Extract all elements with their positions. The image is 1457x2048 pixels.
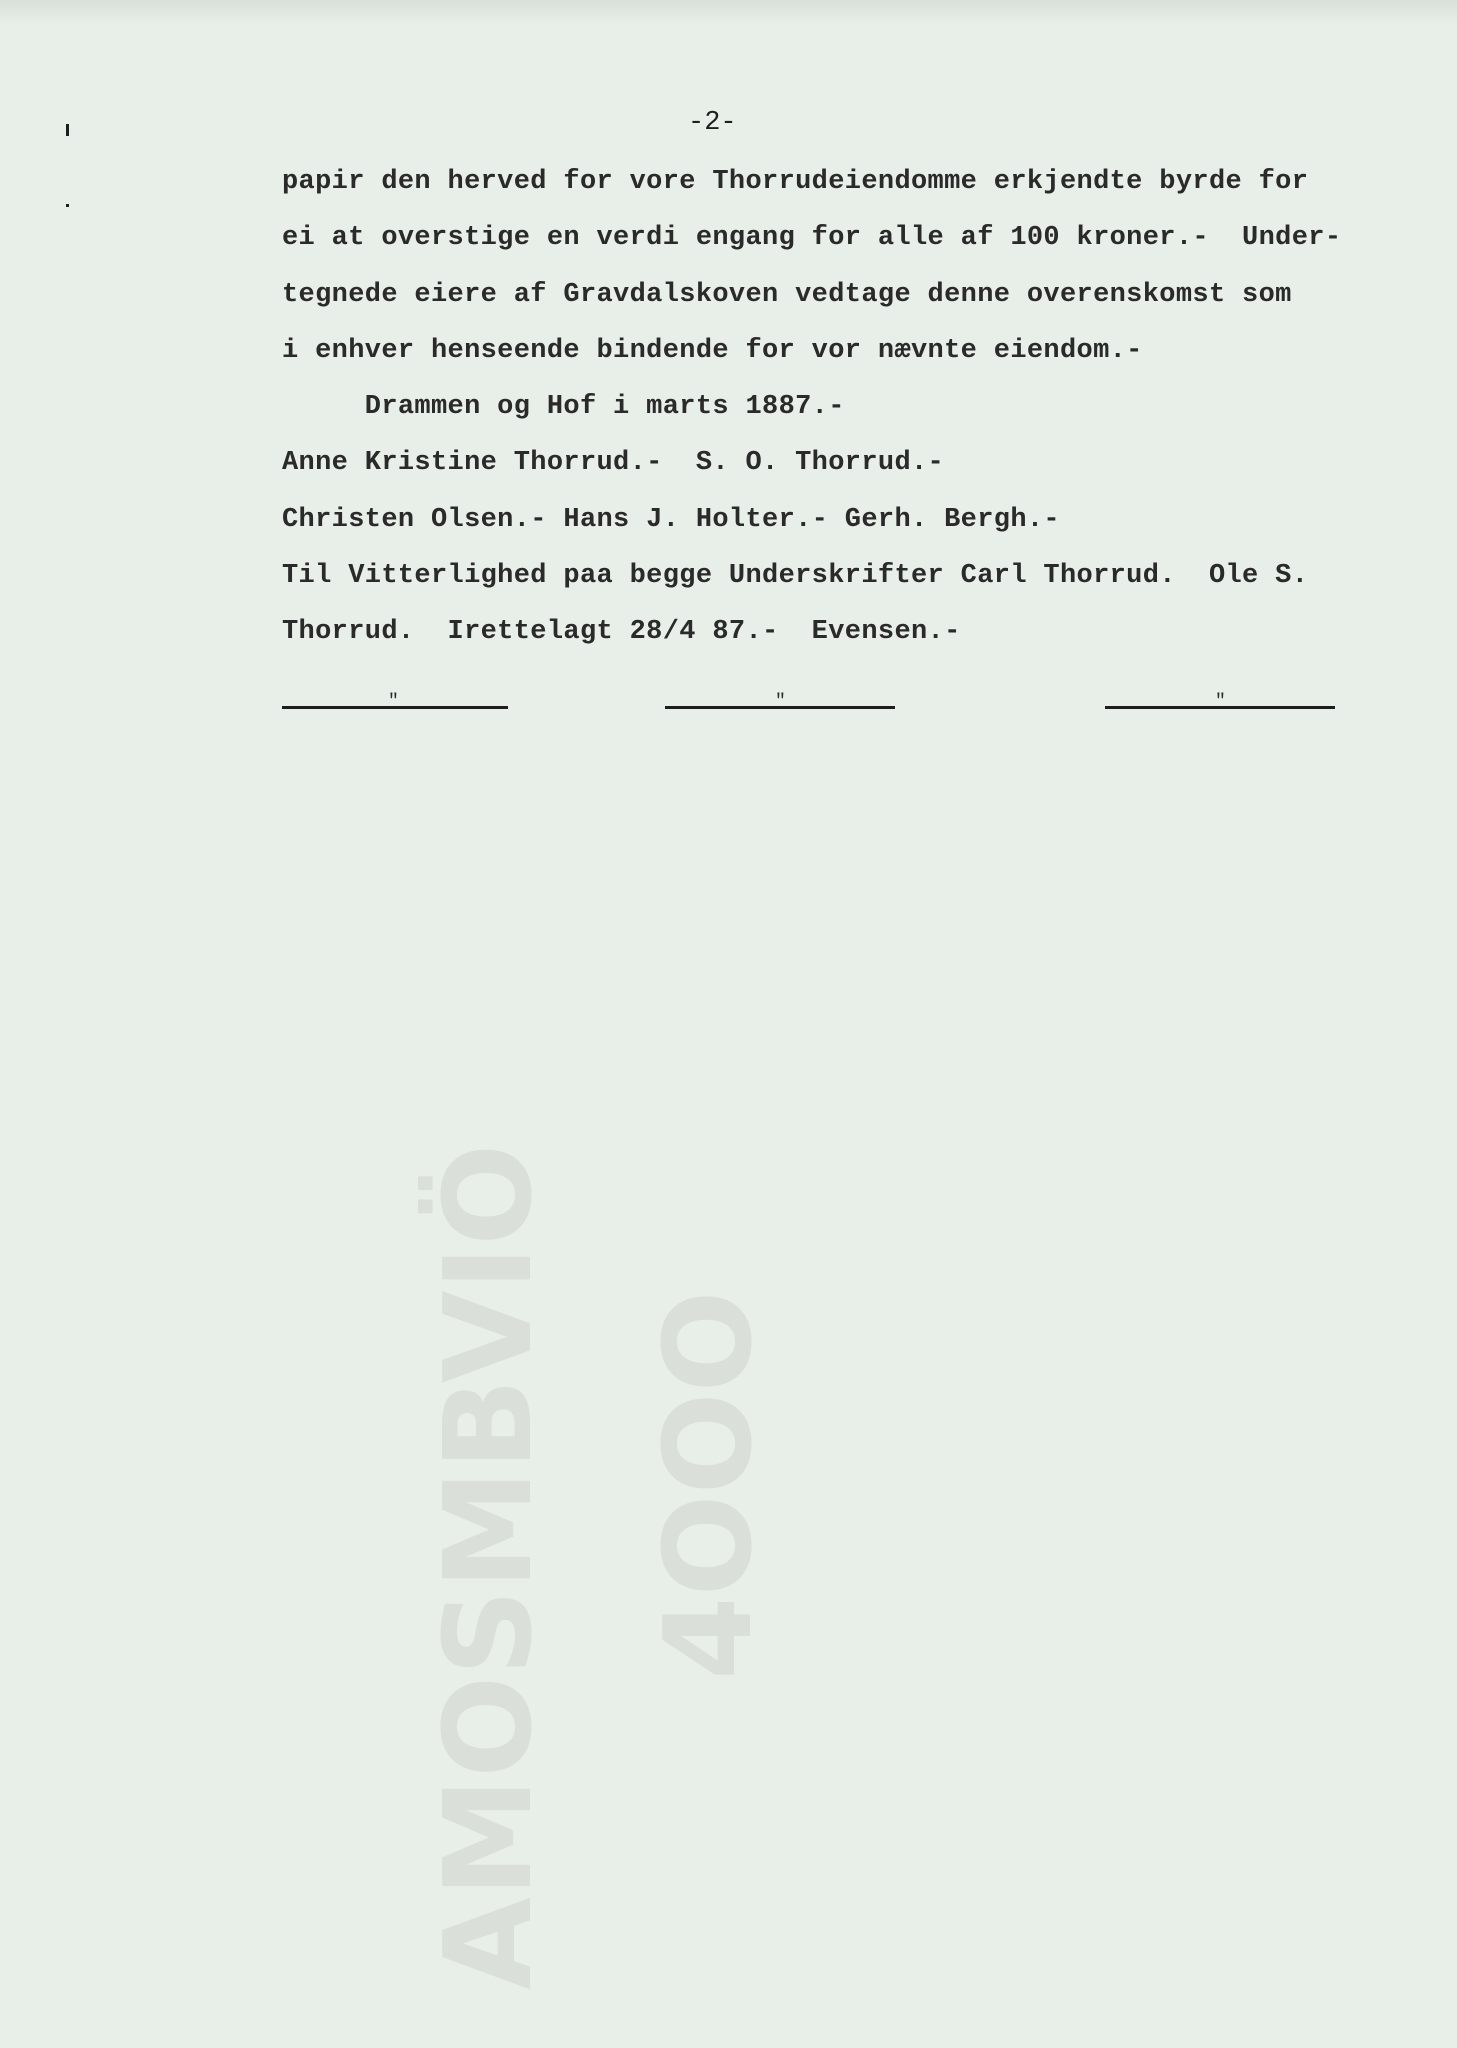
text-line-9: Thorrud. Irettelagt 28/4 87.- Evensen.- [282, 617, 961, 647]
text-line-3: tegnede eiere af Gravdalskoven vedtage denne overenskomst som [282, 280, 1292, 310]
text-line-4: i enhver henseende bindende for vor nævnte eiendom.- [282, 336, 1143, 366]
text-line-6: Anne Kristine Thorrud.- S. O. Thorrud.- [282, 448, 945, 478]
text-line-8: Til Vitterlighed paa begge Underskrifter Carl Thorrud. Ole S. [282, 561, 1309, 591]
page-number: -2- [688, 108, 737, 138]
watermark-line-1: AMOSMBVIÖ [420, 1143, 559, 1990]
text-line-2: ei at overstige en verdi engang for alle af 100 kroner.- Under- [282, 223, 1342, 253]
text-line-7: Christen Olsen.- Hans J. Holter.- Gerh. Bergh.- [282, 505, 1060, 535]
ditto-mark-1: " [388, 692, 399, 712]
margin-mark-2 [66, 204, 69, 207]
ditto-mark-3: " [1215, 692, 1226, 712]
margin-mark-1 [66, 124, 69, 136]
ditto-mark-2: " [775, 692, 786, 712]
text-line-1: papir den herved for vore Thorrudeiendomme erkjendte byrde for [282, 167, 1309, 197]
scan-top-edge [0, 0, 1457, 24]
watermark-line-2: 4OOO [640, 1290, 779, 1680]
text-line-5: Drammen og Hof i marts 1887.- [282, 392, 845, 422]
